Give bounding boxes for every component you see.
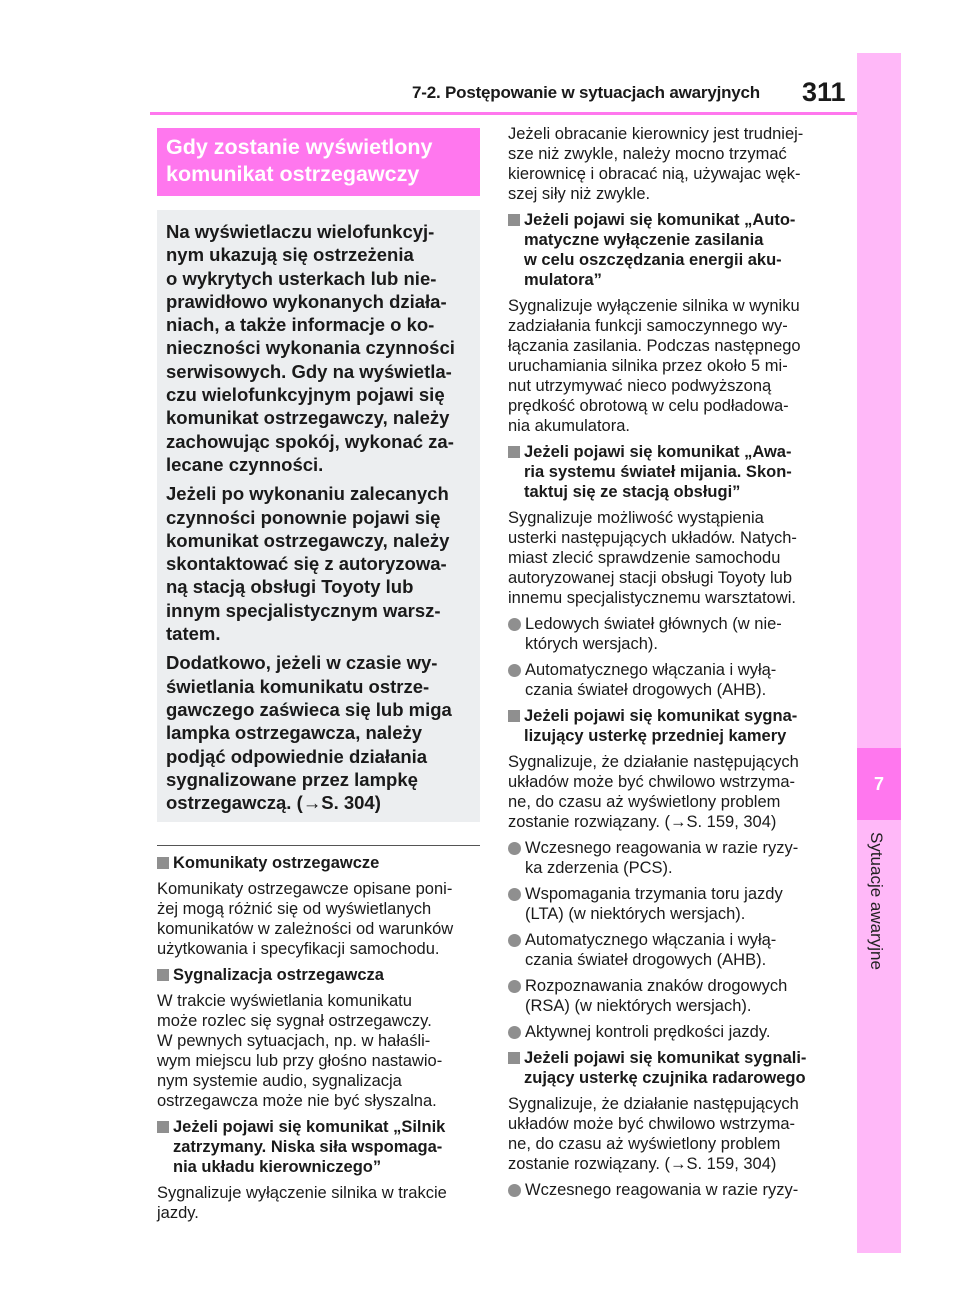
circle-bullet-icon bbox=[508, 888, 521, 901]
intro-box bbox=[157, 210, 480, 822]
bullet-item bbox=[508, 884, 838, 924]
divider bbox=[157, 845, 480, 846]
right-column bbox=[508, 124, 838, 1206]
section-heading bbox=[157, 965, 487, 985]
chapter-label: Sytuacje awaryjne bbox=[867, 832, 886, 970]
circle-bullet-icon bbox=[508, 618, 521, 631]
square-bullet-icon bbox=[157, 969, 169, 981]
bullet-item bbox=[508, 838, 838, 878]
body-paragraph: Jeżeli obracanie kierownicy jest trudniej- sze niż zwykle, należy mocno trzymać kierownicę i obracać nią, używajac węk- szej siły niż zwykle. bbox=[508, 125, 804, 203]
square-bullet-icon bbox=[508, 446, 520, 458]
heading-text: Jeżeli pojawi się komunikat sygna- lizujący usterkę przedniej kamery bbox=[524, 707, 798, 745]
chapter-number: 7 bbox=[857, 748, 901, 820]
bullet-item bbox=[508, 930, 838, 970]
circle-bullet-icon bbox=[508, 842, 521, 855]
bullet-text: Automatycznego włączania i wyłą- czania świateł drogowych (AHB). bbox=[525, 661, 777, 699]
body-paragraph: Sygnalizuje wyłączenie silnika w wyniku zadziałania funkcji samoczynnego wy- łączania zasilania. Podczas następnego uruchamiania silnika przez około 5 mi- nut utrzymywać nieco podwyższoną prędkość obrotową w celu podładowa- nia akumulatora. bbox=[508, 297, 801, 435]
section-heading bbox=[157, 1117, 487, 1177]
body-paragraph: Sygnalizuje możliwość wystąpienia usterki następujących układów. Natych- miast zlecić sprawdzenie samochodu autoryzowanej stacji obsługi Toyoty lub innemu specjalistycznemu warsztatowi. bbox=[508, 509, 797, 607]
left-column bbox=[157, 853, 487, 1229]
heading-text: Sygnalizacja ostrzegawcza bbox=[173, 966, 384, 984]
bullet-item bbox=[508, 976, 838, 1016]
page-title: Gdy zostanie wyświetlony komunikat ostrzegawczy bbox=[157, 128, 480, 196]
bullet-text: Ledowych świateł głównych (w nie- których wersjach). bbox=[525, 615, 782, 653]
body-paragraph: Komunikaty ostrzegawcze opisane poni- żej mogą różnić się od wyświetlanych komunikatów w zależności od warunków użytkowania i specyfikacji samochodu. bbox=[157, 880, 454, 958]
heading-text: Komunikaty ostrzegawcze bbox=[173, 854, 380, 872]
heading-text: Jeżeli pojawi się komunikat „Awa- ria systemu świateł mijania. Skon- taktuj się ze stacją obsługi” bbox=[524, 443, 792, 501]
section-header: 7-2. Postępowanie w sytuacjach awaryjnych bbox=[412, 83, 760, 102]
bullet-text: Aktywnej kontroli prędkości jazdy. bbox=[525, 1023, 771, 1041]
section-heading bbox=[508, 706, 838, 746]
body-paragraph: Sygnalizuje wyłączenie silnika w trakcie jazdy. bbox=[157, 1184, 447, 1222]
circle-bullet-icon bbox=[508, 1184, 521, 1197]
section-heading bbox=[157, 853, 487, 873]
intro-paragraph: Jeżeli po wykonaniu zalecanych czynności ponownie pojawi się komunikat ostrzegawczy, należy skontaktować się z autoryzowa- ną stacją obsługi Toyoty lub innym specjalistycznym warsz- tatem. bbox=[166, 483, 450, 645]
circle-bullet-icon bbox=[508, 980, 521, 993]
bullet-item bbox=[508, 1022, 838, 1042]
circle-bullet-icon bbox=[508, 934, 521, 947]
bullet-text: Wspomagania trzymania toru jazdy (LTA) (w niektórych wersjach). bbox=[525, 885, 783, 923]
square-bullet-icon bbox=[508, 1052, 520, 1064]
body-paragraph: Sygnalizuje, że działanie następujących układów może być chwilowo wstrzyma- ne, do czasu aż wyświetlony problem zostanie rozwiązany. (→S. 159, 304) bbox=[508, 753, 799, 831]
square-bullet-icon bbox=[508, 214, 520, 226]
intro-paragraph: Na wyświetlaczu wielofunkcyj- nym ukazują się ostrzeżenia o wykrytych usterkach lub nie- prawidłowo wykonanych działa- niach, a także informacje o ko- nieczności wykonania czynności serwisowych. Gdy na wyświetla- czu wielofunkcyjnym pojawi się komunikat ostrzegawczy, należy zachowując spokój, wykonać za- lecane czynności. bbox=[166, 221, 455, 475]
body-paragraph: W trakcie wyświetlania komunikatu może rozlec się sygnał ostrzegawczy. W pewnych sytuacjach, np. w hałaśli- wym miejscu lub przy głośno nastawio- nym systemie audio, sygnalizacja ostrzegawcza może nie być słyszalna. bbox=[157, 992, 443, 1110]
heading-text: Jeżeli pojawi się komunikat „Silnik zatrzymany. Niska siła wspomaga- nia układu kierowniczego” bbox=[173, 1118, 446, 1176]
bullet-item bbox=[508, 660, 838, 700]
body-paragraph: Sygnalizuje, że działanie następujących układów może być chwilowo wstrzyma- ne, do czasu aż wyświetlony problem zostanie rozwiązany. (→S. 159, 304) bbox=[508, 1095, 799, 1173]
chapter-side-tab bbox=[857, 53, 901, 1253]
square-bullet-icon bbox=[157, 857, 169, 869]
section-heading bbox=[508, 210, 838, 290]
square-bullet-icon bbox=[157, 1121, 169, 1133]
bullet-text: Wczesnego reagowania w razie ryzy- bbox=[525, 1181, 799, 1199]
bullet-text: Automatycznego włączania i wyłą- czania świateł drogowych (AHB). bbox=[525, 931, 777, 969]
bullet-item bbox=[508, 614, 838, 654]
intro-paragraph: Dodatkowo, jeżeli w czasie wy- świetlania komunikatu ostrze- gawczego zaświeca się lub miga lampka ostrzegawcza, należy podjąć odpowiednie działania sygnalizowane przez lampkę ostrzegawczą. (→S. 304) bbox=[166, 652, 452, 814]
bullet-text: Rozpoznawania znaków drogowych (RSA) (w niektórych wersjach). bbox=[525, 977, 788, 1015]
bullet-item bbox=[508, 1180, 838, 1200]
circle-bullet-icon bbox=[508, 1026, 521, 1039]
header-divider bbox=[150, 112, 857, 115]
square-bullet-icon bbox=[508, 710, 520, 722]
heading-text: Jeżeli pojawi się komunikat „Auto- matyczne wyłączenie zasilania w celu oszczędzania energii aku- mulatora” bbox=[524, 211, 796, 289]
bullet-text: Wczesnego reagowania w razie ryzy- ka zderzenia (PCS). bbox=[525, 839, 799, 877]
section-heading bbox=[508, 442, 838, 502]
heading-text: Jeżeli pojawi się komunikat sygnali- zujący usterkę czujnika radarowego bbox=[524, 1049, 807, 1087]
section-heading bbox=[508, 1048, 838, 1088]
page-number: 311 bbox=[802, 77, 846, 107]
circle-bullet-icon bbox=[508, 664, 521, 677]
